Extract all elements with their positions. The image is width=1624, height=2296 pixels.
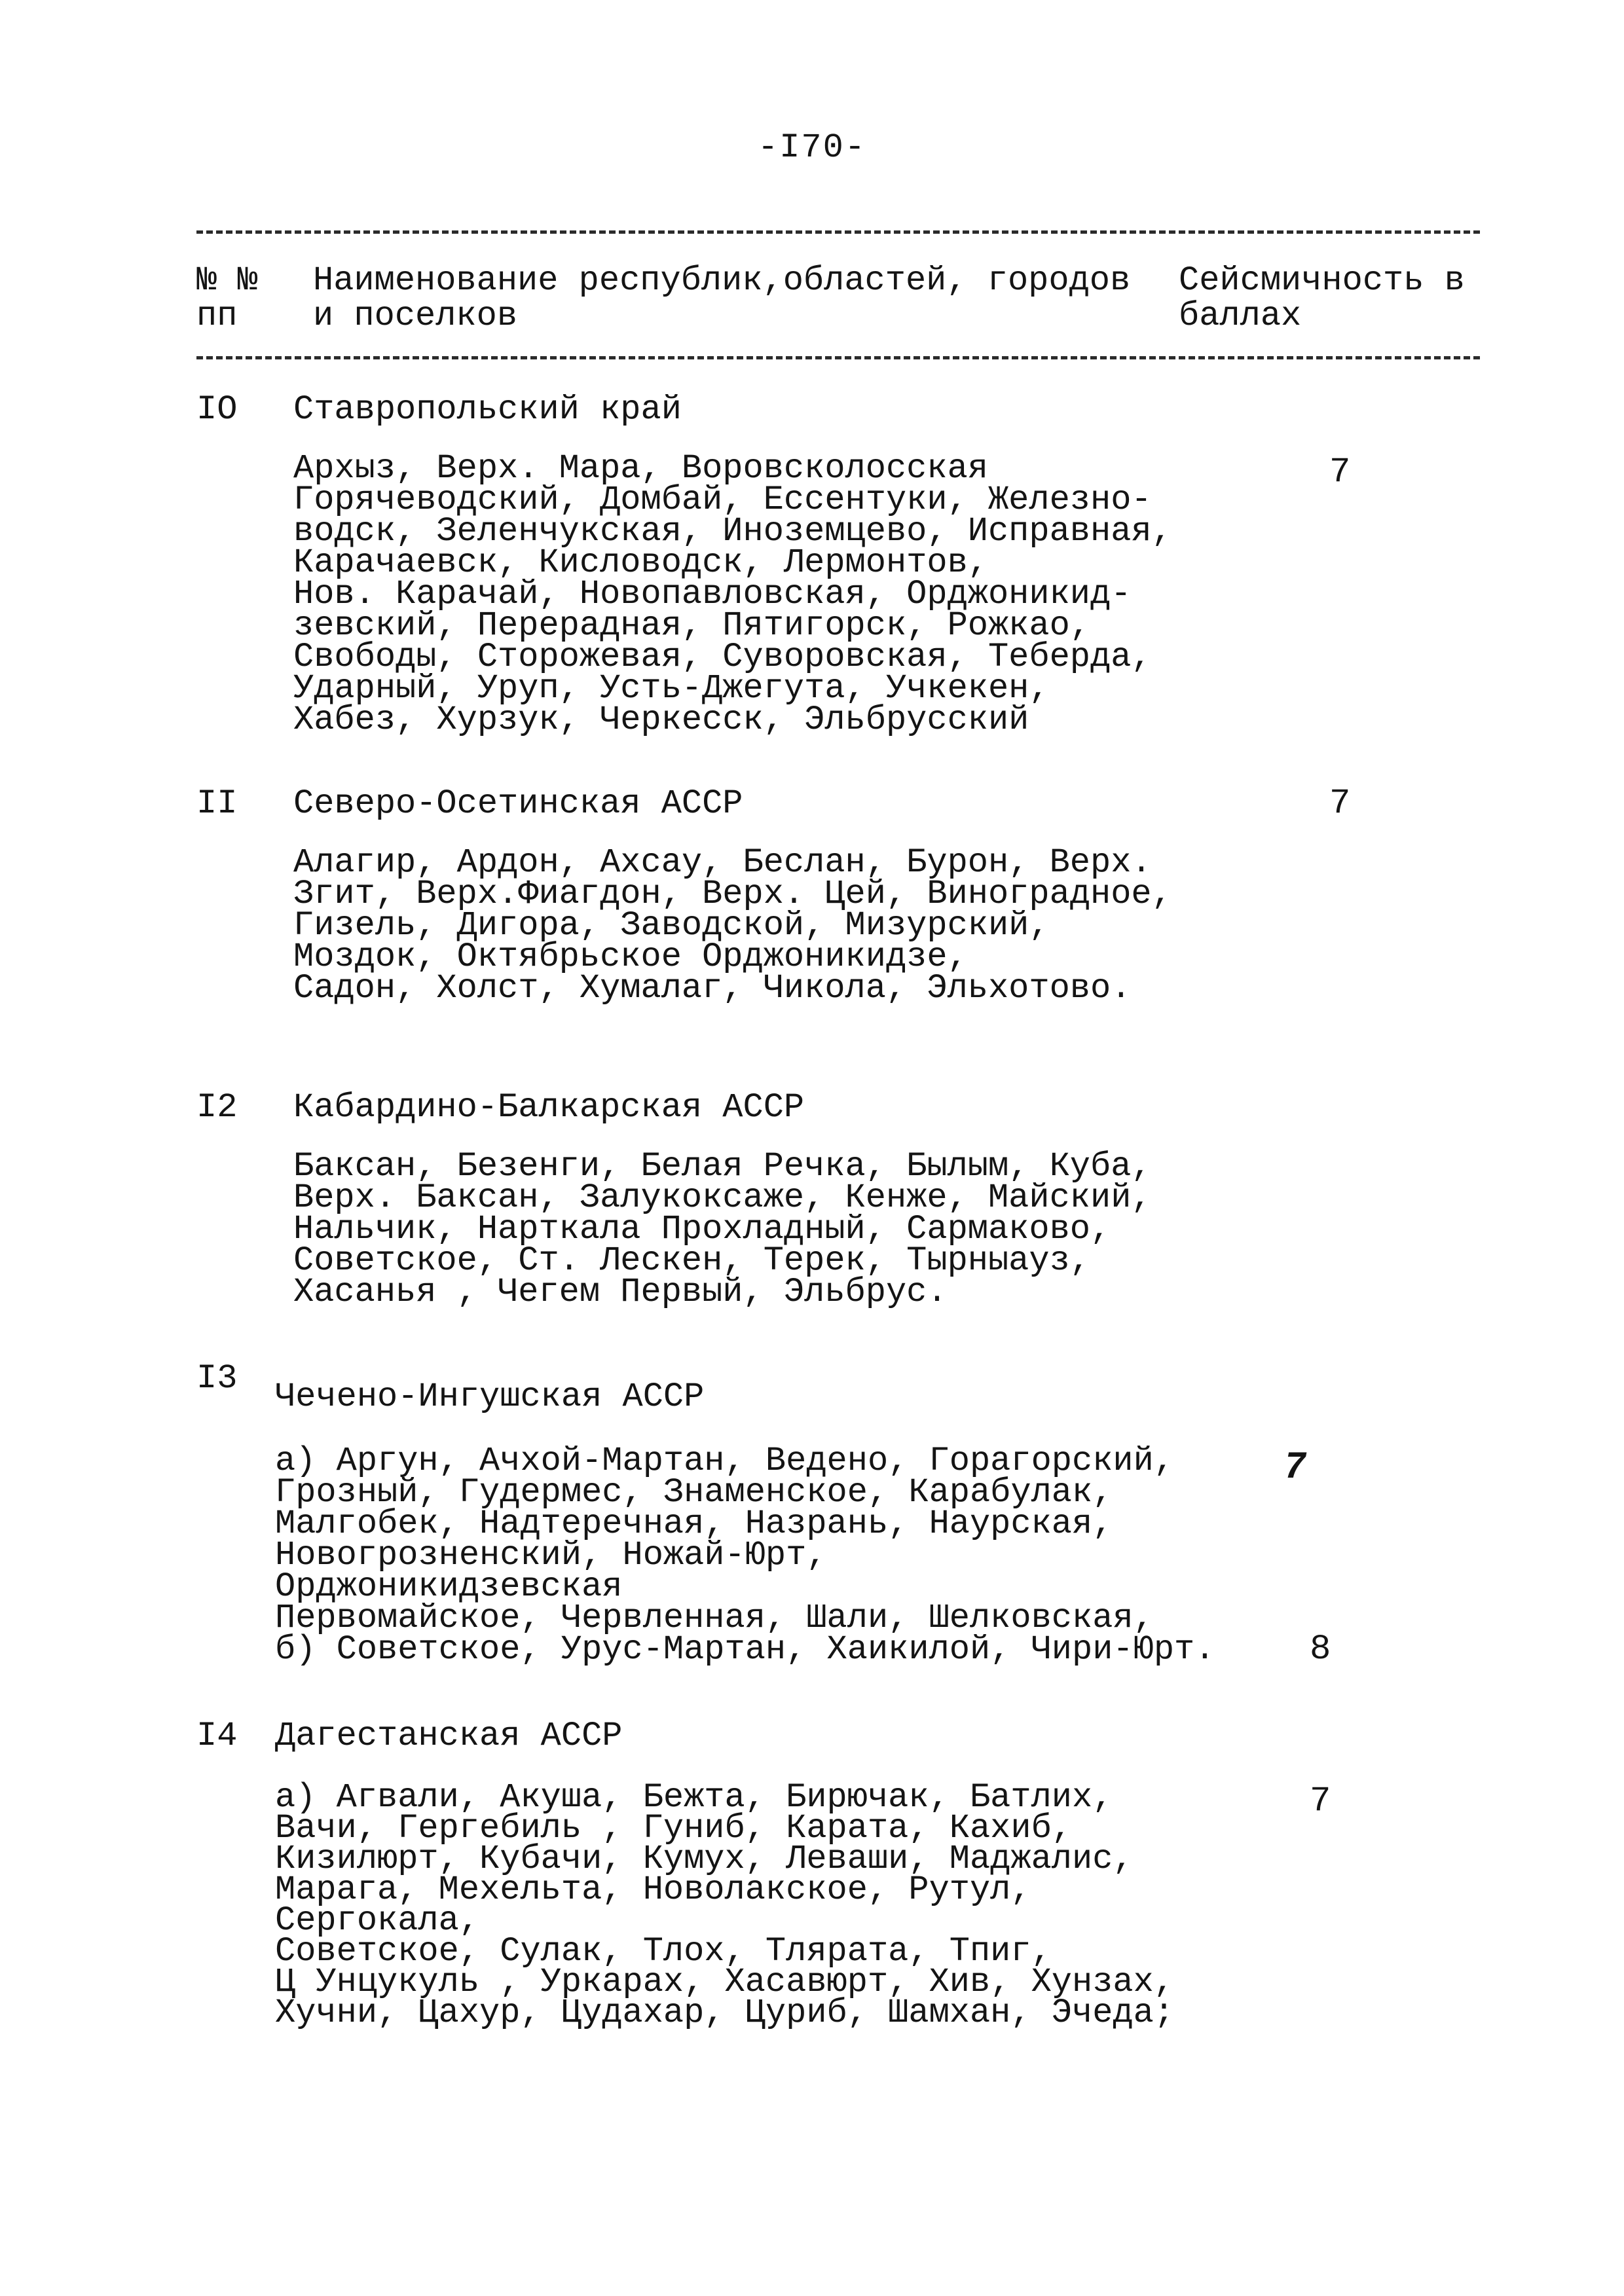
header-rule-bottom xyxy=(196,356,1480,359)
entry-title: Чечено-Ингушская АССР xyxy=(275,1377,705,1416)
entry-sublist-b: б) Советское, Урус-Мартан, Хаикилой, Чири-Юрт. xyxy=(275,1630,1215,1669)
header-num-label: № № пп xyxy=(196,261,258,335)
entry-sublist-a-value: 7 xyxy=(1283,1447,1306,1489)
entry-title: Северо-Осетинская АССР xyxy=(293,784,743,823)
entry-settlements: Архыз, Верх. Мара, Воровсколосская Горячеводский, Домбай, Ессентуки, Железно- водск, Зеленчукская, Иноземцево, Исправная, Карачаевск, Кисловодск, Лермонтов, Нов. Карачай, Новопавловская, Орджоникид- зевский, Перерадная, Пятигорск, Рожкао, Свободы, Сторожевая, Суворовская, Теберда, Ударный, Уруп, Усть-Джегута, Учкекен, Хабез, Хурзук, Черкесск, Эльбрусский xyxy=(293,449,1172,739)
entry-title: Кабардино-Балкарская АССР xyxy=(293,1088,805,1127)
entry-seismic-value: 7 xyxy=(1329,784,1351,824)
entry-title: Ставропольский край xyxy=(293,390,682,429)
entry-number: II xyxy=(196,784,238,823)
header-rule-top xyxy=(196,230,1480,234)
page-number: -I70- xyxy=(757,128,867,167)
entry-title: Дагестанская АССР xyxy=(275,1717,623,1755)
entry-settlements: Баксан, Безенги, Белая Речка, Былым, Куба, Верх. Баксан, Залукоксаже, Кенже, Майский, Нальчик, Нарткала Прохладный, Сармаково, Советское, Ст. Лескен, Терек, Тырныауз, Хасанья , Чегем Первый, Эльбрус. xyxy=(293,1147,1152,1311)
header-seismic-label: Сейсмичность в баллах xyxy=(1179,261,1465,335)
header-name-label: Наименование республик,областей, городов и поселков xyxy=(313,261,1131,335)
entry-number: I3 xyxy=(196,1359,238,1398)
entry-seismic-value: 7 xyxy=(1329,452,1351,492)
entry-number: I4 xyxy=(196,1717,238,1755)
entry-number: I2 xyxy=(196,1088,238,1127)
entry-sublist-a: а) Аргун, Ачхой-Мартан, Ведено, Горагорский, Грозный, Гудермес, Знаменское, Карабулак, Малгобек, Надтеречная, Назрань, Наурская, Новогрозненский, Ножай-Юрт, Орджоникидзевская Первомайское, Червленная, Шали, Шелковская, xyxy=(275,1442,1175,1637)
entry-sublist-b-value: 8 xyxy=(1310,1630,1331,1669)
entry-number: IO xyxy=(196,390,238,429)
entry-sublist-a: а) Агвали, Акуша, Бежта, Бирючак, Батлих, Вачи, Гергебиль , Гуниб, Карата, Кахиб, Кизилюрт, Кубачи, Кумух, Леваши, Маджалис, Марага, Мехельта, Новолакское, Рутул, Сергокала, Советское, Сулак, Тлох, Тлярата, Тпиг, Ц Унцукуль , Уркарах, Хасавюрт, Хив, Хунзах, Хучни, Цахур, Цудахар, Цуриб, Шамхан, Эчеда; xyxy=(275,1778,1175,2032)
entry-settlements: Алагир, Ардон, Ахсау, Беслан, Бурон, Верх. Згит, Верх.Фиагдон, Верх. Цей, Виноградное, Гизель, Дигора, Заводской, Мизурский, Моздок, Октябрьское Орджоникидзе, Садон, Холст, Хумалаг, Чикола, Эльхотово. xyxy=(293,843,1172,1008)
entry-sublist-a-value: 7 xyxy=(1310,1781,1331,1821)
